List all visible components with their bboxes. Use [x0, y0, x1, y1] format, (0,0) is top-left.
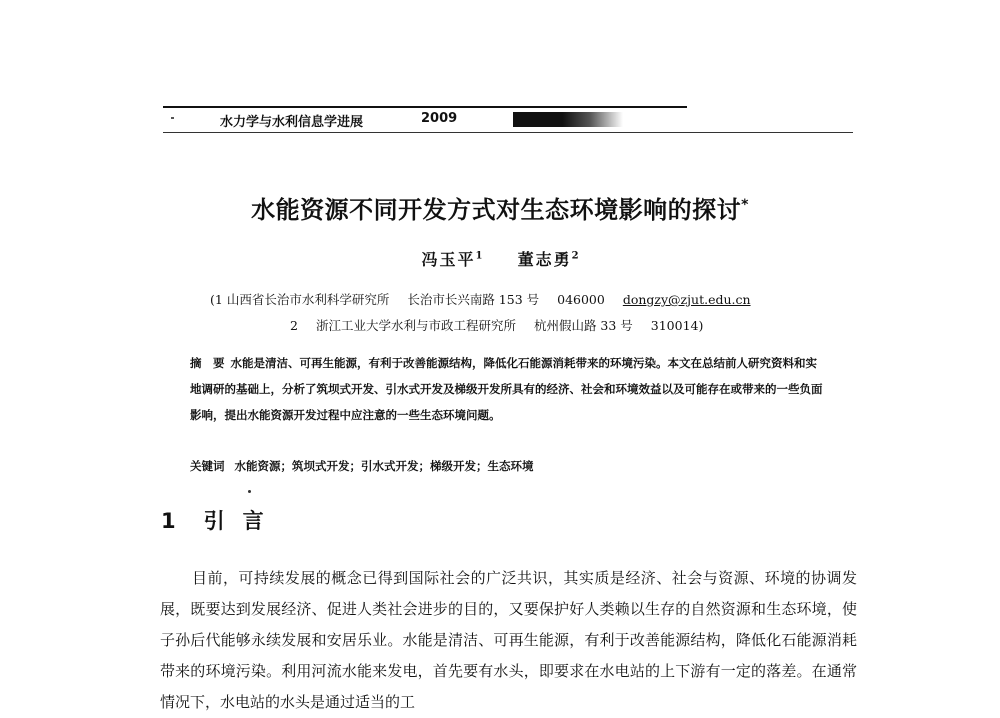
- abstract-label: 摘 要: [190, 356, 225, 370]
- affiliation-postcode: 046000: [557, 292, 605, 307]
- section-heading: [161, 505, 282, 535]
- keywords-text: 水能资源；筑坝式开发；引水式开发；梯级开发；生态环境: [234, 459, 534, 473]
- header-dot: [171, 117, 174, 119]
- affiliation-org: 山西省长治市水利科学研究所: [226, 292, 390, 307]
- affiliation-postcode: 310014): [650, 318, 704, 333]
- paper-title: [0, 190, 1000, 225]
- affiliation-address: 杭州假山路 33 号: [533, 318, 633, 333]
- paper-title-text: 水能资源不同开发方式对生态环境影响的探讨: [251, 196, 742, 224]
- author-superscript: 2: [571, 250, 579, 262]
- body-text: [160, 563, 857, 718]
- section-title: 引言: [203, 509, 282, 533]
- author-list: [0, 247, 1000, 270]
- affiliation-2: [290, 316, 703, 334]
- title-footnote-mark: *: [741, 197, 749, 213]
- abstract-text: 水能是清洁、可再生能源，有利于改善能源结构，降低化石能源消耗带来的环境污染。本文在总结前人研究资料和实地调研的基础上，分析了筑坝式开发、引水式开发及梯级开发所具有的经济、社会和环境效益以及可能存在或带来的一些负面影响，提出水能资源开发过程中应注意的一些生态环境问题。: [190, 356, 823, 422]
- journal-year: 2009: [421, 111, 458, 126]
- header-decoration-block: [513, 112, 623, 127]
- body-paragraph: 目前，可持续发展的概念已得到国际社会的广泛共识，其实质是经济、社会与资源、环境的协调发展，既要达到发展经济、促进人类社会进步的目的，又要保护好人类赖以生存的自然资源和生态环境，使子孙后代能够永续发展和安居乐业。水能是清洁、可再生能源，有利于改善能源结构，降低化石能源消耗带来的环境污染。利用河流水能来发电，首先要有水头，即要求在水电站的上下游有一定的落差。在通常情况下，水电站的水头是通过适当的工: [160, 569, 857, 711]
- author-name: 冯玉平: [421, 250, 476, 269]
- affiliation-address: 长治市长兴南路 153 号: [407, 292, 540, 307]
- affiliation-1: [210, 290, 751, 308]
- author-superscript: 1: [475, 250, 483, 262]
- running-header: [163, 109, 853, 131]
- author-email[interactable]: dongzy@zjut.edu.cn: [622, 292, 751, 307]
- section-number: 1: [161, 509, 176, 533]
- keywords-label: 关键词: [190, 459, 225, 473]
- stray-dot: [248, 490, 251, 493]
- affiliation-index: (1: [210, 292, 223, 307]
- keywords: [190, 458, 830, 474]
- journal-name: 水力学与水利信息学进展: [220, 115, 364, 130]
- affiliation-org: 浙江工业大学水利与市政工程研究所: [315, 318, 516, 333]
- header-bottom-rule: [163, 132, 853, 133]
- author-name: 董志勇: [517, 250, 572, 269]
- abstract: [190, 350, 828, 428]
- header-top-rule: [163, 106, 687, 108]
- affiliation-index: 2: [290, 318, 298, 333]
